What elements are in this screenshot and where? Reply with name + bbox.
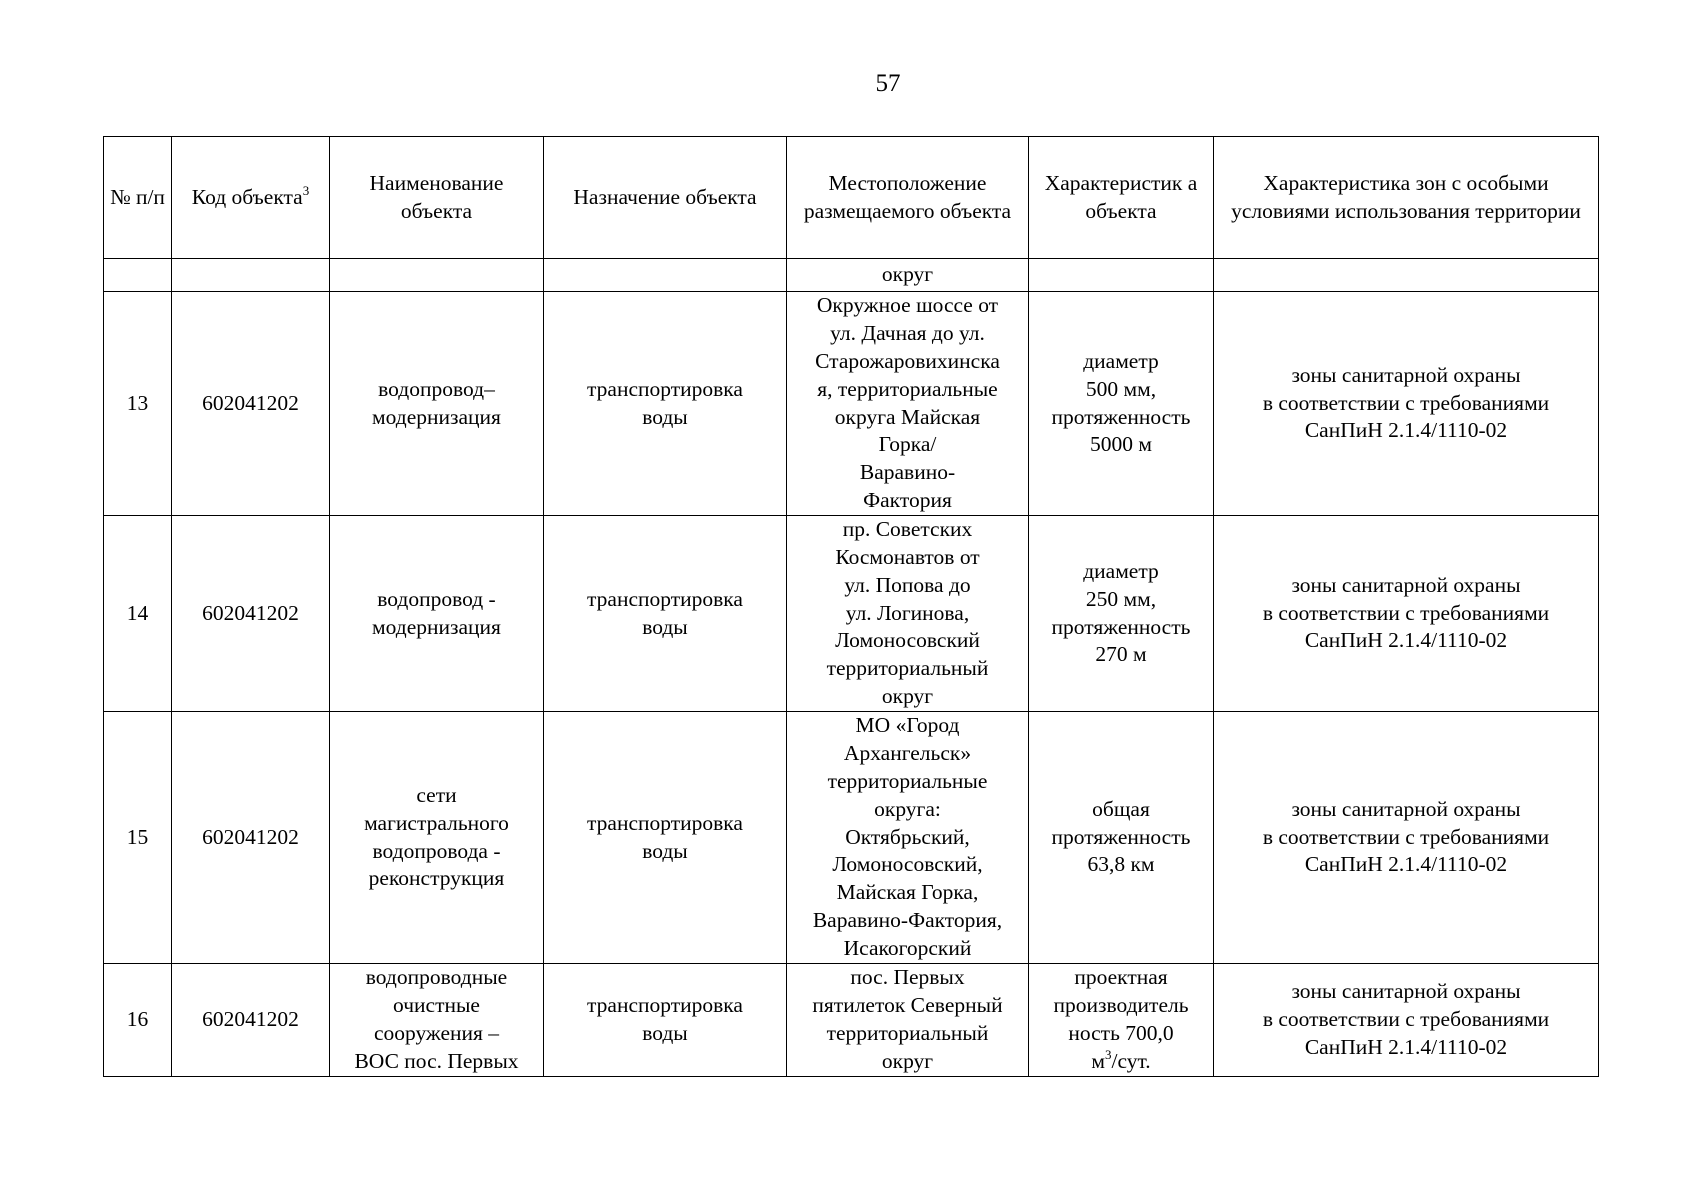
header-characteristics: Характеристик а объекта [1029, 137, 1214, 259]
cell-purpose: транспортировка воды [544, 964, 787, 1077]
cell-code: 602041202 [172, 712, 330, 964]
cell-num: 16 [104, 964, 172, 1077]
header-num: № п/п [104, 137, 172, 259]
table-row [104, 712, 1599, 964]
cell-code: 602041202 [172, 964, 330, 1077]
cell-num: 15 [104, 712, 172, 964]
cell-purpose: транспортировка воды [544, 292, 787, 516]
footnote-mark: 3 [302, 182, 310, 198]
cell-num: 14 [104, 516, 172, 712]
page-number: 57 [875, 70, 901, 97]
cell-code: 602041202 [172, 292, 330, 516]
continuation-row [104, 259, 1599, 292]
cell-characteristics: диаметр 500 мм, протяженность 5000 м [1029, 292, 1214, 516]
header-purpose: Назначение объекта [544, 137, 787, 259]
cell-characteristics [1029, 259, 1214, 292]
cell-characteristics: общая протяженность 63,8 км [1029, 712, 1214, 964]
cell-zones: зоны санитарной охраны в соответствии с требованиями СанПиН 2.1.4/1110-02 [1214, 292, 1599, 516]
cell-zones: зоны санитарной охраны в соответствии с требованиями СанПиН 2.1.4/1110-02 [1214, 712, 1599, 964]
cell-location: округ [787, 259, 1029, 292]
cell-characteristics: диаметр 250 мм, протяженность 270 м [1029, 516, 1214, 712]
cell-code [172, 259, 330, 292]
cell-location: пр. Советских Космонавтов от ул. Попова до ул. Логинова, Ломоносовский территориальный округ [787, 516, 1029, 712]
cell-num: 13 [104, 292, 172, 516]
cell-num [104, 259, 172, 292]
cell-zones: зоны санитарной охраны в соответствии с требованиями СанПиН 2.1.4/1110-02 [1214, 964, 1599, 1077]
table-row [104, 964, 1599, 1077]
cell-zones: зоны санитарной охраны в соответствии с требованиями СанПиН 2.1.4/1110-02 [1214, 516, 1599, 712]
cell-name: водопровод - модернизация [330, 516, 544, 712]
header-code: Код объекта$^3$ [172, 137, 330, 259]
table-row [104, 292, 1599, 516]
header-location: Местоположение размещаемого объекта [787, 137, 1029, 259]
cell-purpose [544, 259, 787, 292]
cell-name: сети магистрального водопровода - реконструкция [330, 712, 544, 964]
header-name: Наименование объекта [330, 137, 544, 259]
header-row [104, 137, 1599, 259]
cell-name: водопровод– модернизация [330, 292, 544, 516]
cell-location: Окружное шоссе от ул. Дачная до ул. Старожаровихинска я, территориальные округа Майская Горка/ Варавино- Фактория [787, 292, 1029, 516]
objects-table [103, 136, 1599, 1077]
cell-zones [1214, 259, 1599, 292]
cubic-superscript: 3 [1104, 1046, 1112, 1062]
cell-purpose: транспортировка воды [544, 516, 787, 712]
header-zones: Характеристика зон с особыми условиями использования территории [1214, 137, 1599, 259]
table-row [104, 516, 1599, 712]
cell-purpose: транспортировка воды [544, 712, 787, 964]
cell-code: 602041202 [172, 516, 330, 712]
cell-location: пос. Первых пятилеток Северный территориальный округ [787, 964, 1029, 1077]
cell-name [330, 259, 544, 292]
cell-name: водопроводные очистные сооружения – ВОС пос. Первых [330, 964, 544, 1077]
cell-location: МО «Город Архангельск» территориальные округа: Октябрьский, Ломоносовский, Майская Горка, Варавино-Фактория, Исакогорский [787, 712, 1029, 964]
cell-characteristics: проектная производитель ность 700,0 $м^3$/сут. [1029, 964, 1214, 1077]
